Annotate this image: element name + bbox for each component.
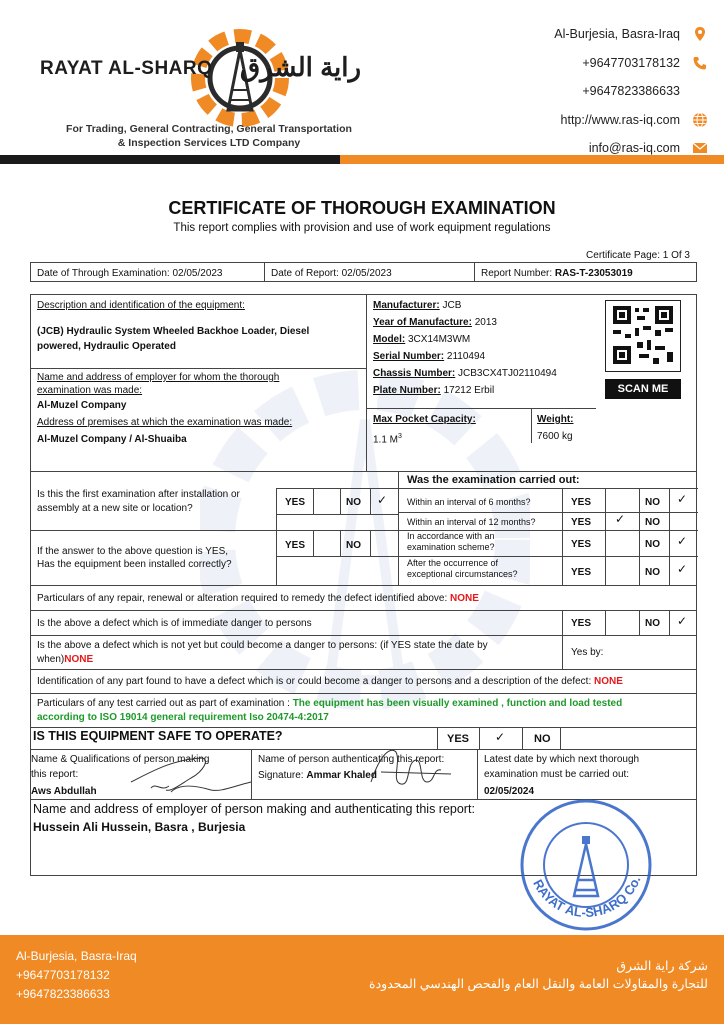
c4-no-checkmark: ✓ [677, 562, 688, 576]
q2-no-label: NO [346, 540, 361, 551]
capacity-number: 1.1 M [373, 434, 399, 446]
next-exam-label-line-1: Latest date by which next thorough [484, 754, 640, 765]
mail-icon [692, 140, 708, 156]
repair-text [37, 592, 479, 605]
weight-label: Weight: [537, 414, 574, 425]
plate-number [373, 384, 494, 397]
header-bar-dark [0, 155, 340, 164]
future-danger-row [30, 636, 697, 670]
c1-no-label: NO [645, 497, 660, 508]
interval-12-months: Within an interval of 12 months? [407, 517, 536, 527]
maker-name: Aws Abdullah [31, 786, 97, 797]
model [373, 333, 470, 346]
safe-yes-checkmark: ✓ [495, 730, 506, 744]
authenticator-name: Ammar Khaled [306, 770, 377, 781]
equipment-description-line-2: powered, Hydraulic Operated [37, 341, 176, 352]
interval-6-months: Within an interval of 6 months? [407, 497, 531, 507]
c3-no-checkmark: ✓ [677, 534, 688, 548]
test-line-1 [37, 697, 622, 710]
exam-date: Date of Through Examination: 02/05/2023 [37, 268, 223, 279]
dates-row [30, 262, 697, 282]
authenticator-signature-label: Signature: [258, 770, 307, 781]
report-number-value: RAS-T-23053019 [554, 268, 633, 279]
report-number [481, 267, 633, 280]
location-pin-icon [692, 26, 708, 42]
test-value-line-1: The equipment has been visually examined , function and load tested [292, 698, 623, 709]
year-of-manufacture [373, 316, 497, 329]
c2-yes-label: YES [571, 517, 592, 528]
immediate-danger-row [30, 611, 697, 636]
c3-no-label: NO [645, 539, 660, 550]
contact-phone-1-text: +9647703178132 [582, 55, 680, 70]
contact-address [468, 20, 708, 49]
logo-subtitle-line-2: & Inspection Services LTD Company [117, 137, 301, 149]
exceptional-line-1: After the occurrence of [407, 558, 499, 568]
footer-arabic-description: للتجارة والمقاولات العامة والنقل العام والفحص الهندسي المحدودة [369, 977, 708, 991]
identification-row [30, 670, 697, 694]
serial-value: 2110494 [444, 351, 486, 362]
examination-scheme-line-2: examination scheme? [407, 542, 495, 552]
q1-yes-label: YES [285, 497, 306, 508]
contact-email-text[interactable]: info@ras-iq.com [588, 141, 680, 156]
header-divider-bar [0, 155, 724, 164]
document-title: CERTIFICATE OF THOROUGH EXAMINATION [168, 198, 556, 218]
serial-number [373, 350, 485, 363]
immediate-danger-text: Is the above a defect which is of immediate danger to persons [37, 618, 312, 629]
examination-questions-block [30, 472, 697, 586]
logo-subtitle [44, 122, 374, 150]
carried-out-header: Was the examination carried out: [407, 474, 580, 486]
c4-yes-label: YES [571, 567, 592, 578]
plate-label: Plate Number: [373, 385, 441, 396]
chassis-value: JCB3CX4TJ02110494 [455, 368, 557, 379]
year-label: Year of Manufacture: [373, 317, 472, 328]
maker-label-line-1: Name & Qualifications of person making [31, 754, 210, 765]
equipment-block [30, 294, 697, 472]
employer-label-line-1: Name and address of employer for whom the thorough [37, 372, 280, 383]
qr-code[interactable] [605, 300, 681, 395]
c2-yes-checkmark: ✓ [615, 512, 626, 526]
safe-no-label: NO [534, 733, 551, 745]
contact-phone-2-text: +9647823386633 [582, 84, 680, 99]
identification-value: NONE [594, 676, 623, 687]
q2-line-2: Has the equipment been installed correctly? [37, 559, 232, 570]
next-exam-label-line-2: examination must be carried out: [484, 769, 630, 780]
logo-subtitle-line-1: For Trading, General Contracting, General Transportation [66, 123, 352, 135]
next-exam-date: 02/05/2024 [484, 786, 535, 797]
header-bar-orange [340, 155, 724, 164]
future-danger-line-1: Is the above a defect which is not yet but could become a danger to persons: (if YES state the date by [37, 640, 488, 651]
exceptional-line-2: exceptional circumstances? [407, 569, 518, 579]
premises-value: Al-Muzel Company / Al-Shuaiba [37, 434, 187, 445]
c1-yes-label: YES [571, 497, 592, 508]
model-label: Model: [373, 334, 406, 345]
chassis-label: Chassis Number: [373, 368, 456, 379]
q1-line-2 [37, 502, 193, 515]
authenticator-signature [258, 769, 377, 782]
capacity-label: Max Pocket Capacity: [373, 414, 476, 425]
certificate-page-number: Certificate Page: 1 Of 3 [586, 250, 690, 261]
yes-by-label: Yes by: [571, 647, 604, 658]
immediate-no-label: NO [645, 618, 660, 629]
logo-arabic-text: راية الشرق [240, 52, 362, 82]
repair-row [30, 586, 697, 611]
equipment-description-line-1: (JCB) Hydraulic System Wheeled Backhoe Loader, Diesel [37, 326, 310, 337]
contact-spacer [692, 83, 708, 99]
manufacturer-value: JCB [439, 300, 462, 311]
contact-website [468, 106, 708, 135]
c2-no-label: NO [645, 517, 660, 528]
document-subtitle: This report complies with provision and use of work equipment regulations [173, 222, 551, 234]
future-danger-value: NONE [64, 654, 94, 665]
report-date: Date of Report: 02/05/2023 [271, 268, 392, 279]
immediate-yes-label: YES [571, 618, 592, 629]
model-value: 3CX14M3WM [405, 334, 471, 345]
contact-phone-2 [468, 77, 708, 106]
identification-text [37, 675, 623, 688]
signature-row [30, 750, 697, 800]
maker-signature-icon [111, 752, 261, 798]
page-footer [0, 935, 724, 1024]
test-row [30, 694, 697, 728]
capacity-superscript: 3 [398, 433, 402, 440]
examination-scheme [407, 531, 495, 553]
footer-address: Al-Burjesia, Basra-Iraq [16, 949, 137, 963]
serial-label: Serial Number: [373, 351, 445, 362]
company-logo [30, 18, 370, 148]
authenticator-signature-icon [361, 742, 461, 798]
contact-website-text[interactable]: http://www.ras-iq.com [560, 112, 680, 127]
immediate-no-checkmark: ✓ [677, 614, 688, 628]
footer-phone-1: +9647703178132 [16, 968, 110, 982]
equipment-description-label: Description and identification of the equipment: [37, 300, 245, 311]
q1-no-checkmark: ✓ [377, 493, 388, 507]
c4-no-label: NO [645, 567, 660, 578]
test-label: Particulars of any test carried out as part of examination : [37, 698, 293, 709]
chassis-number [373, 367, 557, 380]
q2-yes-label: YES [285, 540, 306, 551]
maker-label-line-2: this report: [31, 769, 79, 780]
capacity-value [373, 430, 402, 446]
report-number-label: Report Number: [481, 268, 555, 279]
footer-arabic-name: شركة راية الشرق [616, 959, 708, 973]
qr-caption: SCAN ME [605, 379, 681, 399]
repair-value: NONE [450, 593, 479, 604]
future-danger-when: when) [37, 654, 65, 665]
stamp-text: RAYAT AL-SHARQ Co. [530, 873, 644, 921]
logo-english-text: RAYAT AL-SHARQ [40, 58, 213, 79]
employer-label-line-2: examination was made: [37, 385, 143, 396]
q1-line-1: Is this the first examination after installation or [37, 489, 240, 500]
year-value: 2013 [471, 317, 497, 328]
q2-line-1: If the answer to the above question is YES, [37, 546, 229, 557]
authenticator-label: Name of person authenticating this report: [258, 754, 445, 765]
phone-icon [692, 55, 708, 71]
manufacturer-label: Manufacturer: [373, 300, 440, 311]
qr-code-icon [605, 300, 681, 372]
employer-value: Al-Muzel Company [37, 400, 127, 411]
premises-label: Address of premises at which the examination was made: [37, 417, 293, 428]
plate-value: 17212 Erbil [440, 385, 495, 396]
contact-phone-1 [468, 49, 708, 78]
exceptional-circumstances [407, 558, 518, 580]
q1-line-2-text: assembly at a new site or location? [37, 503, 193, 514]
weight-value: 7600 kg [537, 431, 573, 442]
examination-scheme-line-1: In accordance with an [407, 531, 495, 541]
c1-no-checkmark: ✓ [677, 492, 688, 506]
safe-to-operate-question: IS THIS EQUIPMENT SAFE TO OPERATE? [33, 729, 283, 743]
footer-arabic-company [369, 957, 708, 993]
footer-phone-2: +9647823386633 [16, 987, 110, 1001]
footer-contacts [16, 947, 137, 1004]
authenticating-employer-value: Hussein Ali Hussein, Basra , Burjesia [33, 820, 246, 834]
q1-no-label: NO [346, 497, 361, 508]
repair-label: Particulars of any repair, renewal or alteration required to remedy the defect identified above: [37, 593, 451, 604]
future-danger-line-2 [37, 653, 93, 666]
c3-yes-label: YES [571, 539, 592, 550]
manufacturer [373, 299, 461, 312]
header-contacts [468, 20, 708, 163]
contact-address-text: Al-Burjesia, Basra-Iraq [554, 27, 680, 42]
authenticating-employer-label: Name and address of employer of person making and authenticating this report: [33, 802, 475, 816]
safe-yes-label: YES [447, 733, 470, 745]
globe-icon [692, 112, 708, 128]
company-stamp-icon [512, 796, 660, 934]
test-value-line-2: according to ISO 19014 general requirement Iso 20474-4:2017 [37, 712, 329, 723]
identification-label: Identification of any part found to have a defect which is or could become a danger to persons and a description of the defect: [37, 676, 595, 687]
